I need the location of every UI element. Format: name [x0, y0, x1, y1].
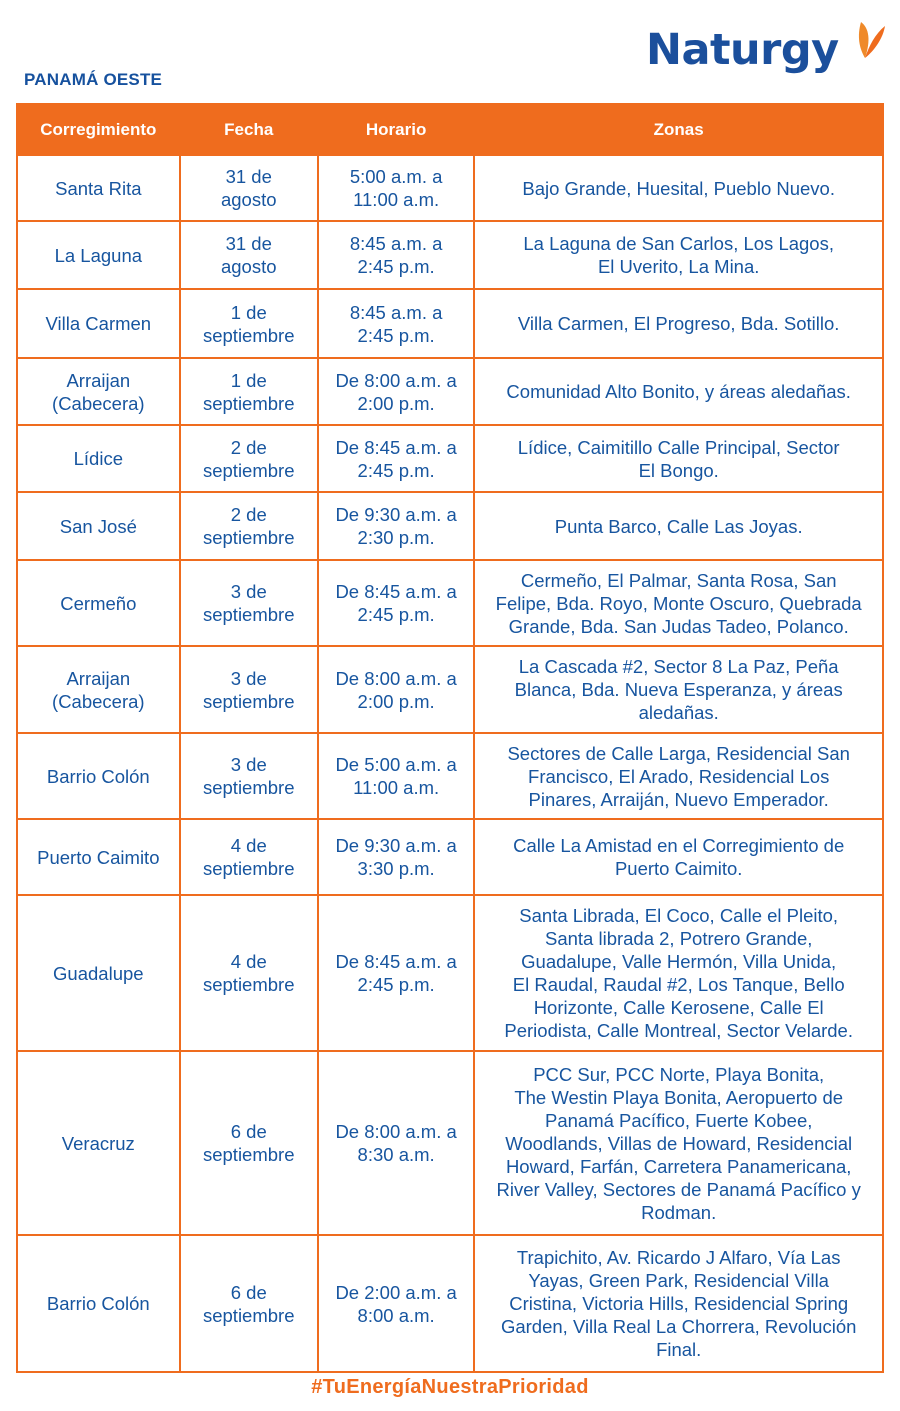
cell-zonas: Punta Barco, Calle Las Joyas.	[474, 492, 883, 560]
cell-zonas: Comunidad Alto Bonito, y áreas aledañas.	[474, 358, 883, 425]
cell-corregimiento: Villa Carmen	[17, 289, 180, 358]
table-row	[17, 155, 883, 221]
table-row	[17, 358, 883, 425]
naturgy-logo	[646, 18, 887, 84]
cell-fecha: 31 de agosto	[180, 155, 318, 221]
cell-horario: De 8:00 a.m. a 2:00 p.m.	[318, 358, 475, 425]
cell-zonas: La Laguna de San Carlos, Los Lagos, El Uverito, La Mina.	[474, 221, 883, 289]
table-row	[17, 289, 883, 358]
table-row	[17, 895, 883, 1051]
brand-name: Naturgy	[646, 25, 839, 75]
cell-zonas: Calle La Amistad en el Corregimiento de Puerto Caimito.	[474, 819, 883, 895]
region-title: PANAMÁ OESTE	[24, 70, 163, 89]
cell-zonas: Sectores de Calle Larga, Residencial San Francisco, El Arado, Residencial Los Pinares, Arraiján, Nuevo Emperador.	[474, 733, 883, 819]
cell-fecha: 2 de septiembre	[180, 425, 318, 492]
table-row	[17, 1051, 883, 1235]
cell-horario: 5:00 a.m. a 11:00 a.m.	[318, 155, 475, 221]
cell-zonas: La Cascada #2, Sector 8 La Paz, Peña Blanca, Bda. Nueva Esperanza, y áreas aledañas.	[474, 646, 883, 733]
table-row	[17, 1235, 883, 1372]
cell-corregimiento: Arraijan (Cabecera)	[17, 646, 180, 733]
schedule-table	[16, 103, 884, 1373]
cell-zonas: Villa Carmen, El Progreso, Bda. Sotillo.	[474, 289, 883, 358]
butterfly-icon	[841, 18, 887, 74]
cell-zonas: Bajo Grande, Huesital, Pueblo Nuevo.	[474, 155, 883, 221]
cell-corregimiento: Barrio Colón	[17, 733, 180, 819]
cell-zonas: PCC Sur, PCC Norte, Playa Bonita, The Westin Playa Bonita, Aeropuerto de Panamá Pacífico, Fuerte Kobee, Woodlands, Villas de Howard, Residencial Howard, Farfán, Carretera Panamericana, River Valley, Sectores de Panamá Pacífico y Rodman.	[474, 1051, 883, 1235]
cell-horario: De 8:45 a.m. a 2:45 p.m.	[318, 560, 475, 646]
table-header-row	[17, 104, 883, 155]
cell-corregimiento: Arraijan (Cabecera)	[17, 358, 180, 425]
cell-fecha: 3 de septiembre	[180, 560, 318, 646]
hashtag-footer: #TuEnergíaNuestraPrioridad	[311, 1376, 589, 1398]
cell-corregimiento: Puerto Caimito	[17, 819, 180, 895]
cell-zonas: Trapichito, Av. Ricardo J Alfaro, Vía Las Yayas, Green Park, Residencial Villa Cristina, Victoria Hills, Residencial Spring Garden, Villa Real La Chorrera, Revolución Final.	[474, 1235, 883, 1372]
cell-corregimiento: Santa Rita	[17, 155, 180, 221]
cell-horario: 8:45 a.m. a 2:45 p.m.	[318, 289, 475, 358]
cell-horario: De 2:00 a.m. a 8:00 a.m.	[318, 1235, 475, 1372]
cell-corregimiento: Guadalupe	[17, 895, 180, 1051]
cell-horario: De 8:00 a.m. a 2:00 p.m.	[318, 646, 475, 733]
cell-fecha: 3 de septiembre	[180, 646, 318, 733]
table-row	[17, 492, 883, 560]
table-row	[17, 733, 883, 819]
cell-fecha: 3 de septiembre	[180, 733, 318, 819]
cell-horario: De 8:45 a.m. a 2:45 p.m.	[318, 425, 475, 492]
cell-horario: De 8:45 a.m. a 2:45 p.m.	[318, 895, 475, 1051]
cell-zonas: Lídice, Caimitillo Calle Principal, Sector El Bongo.	[474, 425, 883, 492]
cell-horario: 8:45 a.m. a 2:45 p.m.	[318, 221, 475, 289]
header-corregimiento: Corregimiento	[17, 104, 180, 155]
cell-corregimiento: San José	[17, 492, 180, 560]
header-horario: Horario	[318, 104, 475, 155]
cell-horario: De 9:30 a.m. a 2:30 p.m.	[318, 492, 475, 560]
table-row	[17, 819, 883, 895]
cell-corregimiento: Veracruz	[17, 1051, 180, 1235]
cell-corregimiento: Lídice	[17, 425, 180, 492]
table-row	[17, 646, 883, 733]
table-row	[17, 221, 883, 289]
cell-horario: De 5:00 a.m. a 11:00 a.m.	[318, 733, 475, 819]
header-zonas: Zonas	[474, 104, 883, 155]
cell-fecha: 1 de septiembre	[180, 358, 318, 425]
cell-corregimiento: Barrio Colón	[17, 1235, 180, 1372]
cell-fecha: 2 de septiembre	[180, 492, 318, 560]
header-fecha: Fecha	[180, 104, 318, 155]
cell-zonas: Santa Librada, El Coco, Calle el Pleito, Santa librada 2, Potrero Grande, Guadalupe, Valle Hermón, Villa Unida, El Raudal, Raudal #2, Los Tanque, Bello Horizonte, Calle Kerosene, Calle El Periodista, Calle Montreal, Sector Velarde.	[474, 895, 883, 1051]
cell-fecha: 1 de septiembre	[180, 289, 318, 358]
cell-horario: De 8:00 a.m. a 8:30 a.m.	[318, 1051, 475, 1235]
cell-corregimiento: La Laguna	[17, 221, 180, 289]
cell-fecha: 6 de septiembre	[180, 1235, 318, 1372]
cell-fecha: 4 de septiembre	[180, 895, 318, 1051]
cell-fecha: 4 de septiembre	[180, 819, 318, 895]
table-row	[17, 425, 883, 492]
cell-horario: De 9:30 a.m. a 3:30 p.m.	[318, 819, 475, 895]
cell-corregimiento: Cermeño	[17, 560, 180, 646]
cell-fecha: 31 de agosto	[180, 221, 318, 289]
cell-fecha: 6 de septiembre	[180, 1051, 318, 1235]
table-row	[17, 560, 883, 646]
cell-zonas: Cermeño, El Palmar, Santa Rosa, San Felipe, Bda. Royo, Monte Oscuro, Quebrada Grande, Bda. San Judas Tadeo, Polanco.	[474, 560, 883, 646]
